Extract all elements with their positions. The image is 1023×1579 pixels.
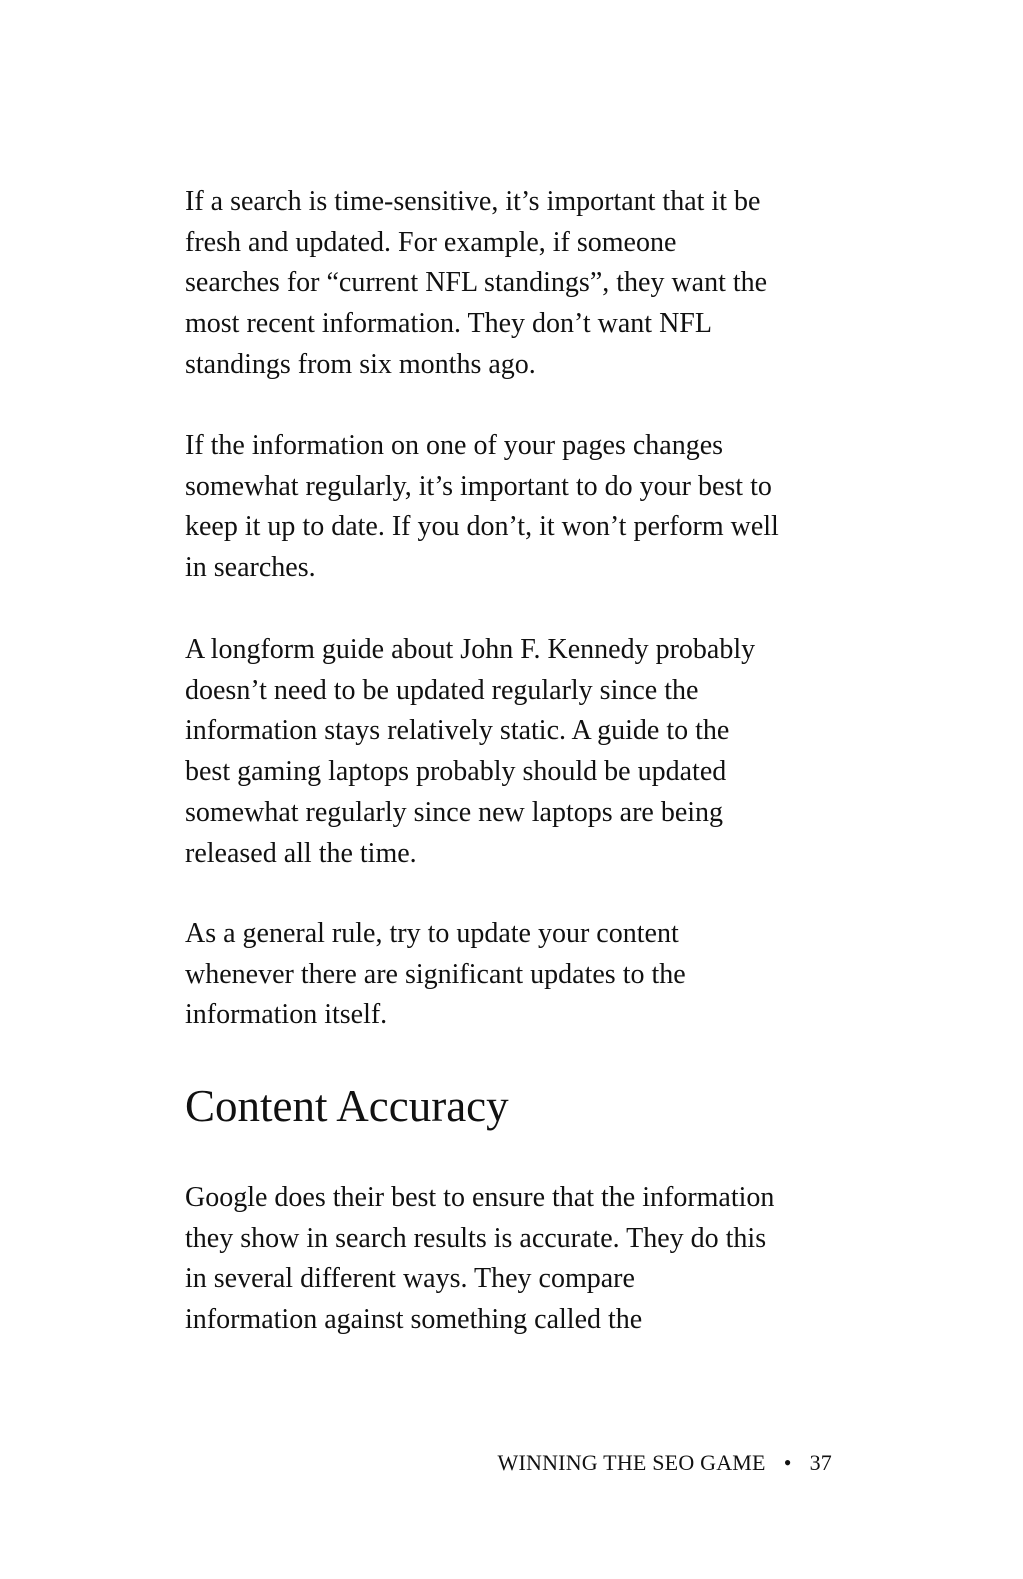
footer-separator: • (783, 1450, 792, 1475)
paragraph-line: As a general rule, try to update your content (185, 918, 679, 949)
paragraph-line: most recent information. They don’t want NFL (185, 308, 712, 340)
running-title: WINNING THE SEO GAME (497, 1450, 766, 1475)
page-footer (498, 1448, 832, 1478)
paragraph-line: standings from six months ago. (185, 348, 536, 380)
paragraph-line: information itself. (185, 999, 388, 1031)
paragraph-line: they show in search results is accurate. They do this (185, 1222, 767, 1254)
section-heading: Content Accuracy (185, 1081, 509, 1131)
paragraph-line: released all the time. (185, 837, 417, 869)
paragraph-line: in several different ways. They compare (185, 1263, 635, 1295)
paragraph-line: Google does their best to ensure that the information (185, 1182, 775, 1213)
paragraph-line: best gaming laptops probably should be updated (185, 756, 727, 788)
paragraph-line: If the information on one of your pages changes (185, 430, 724, 461)
paragraph-line: information stays relatively static. A guide to the (185, 715, 730, 747)
paragraph-line: in searches. (185, 552, 316, 584)
paragraph-changing-pages (185, 426, 845, 589)
paragraph-longform-guide (185, 630, 845, 874)
paragraph-line: whenever there are significant updates to the (185, 958, 686, 990)
paragraph-line: information against something called the (185, 1304, 643, 1336)
paragraph-line: searches for “current NFL standings”, they want the (185, 267, 768, 299)
page-number: 37 (809, 1450, 832, 1475)
paragraph-line: If a search is time-sensitive, it’s important that it be (185, 186, 761, 217)
paragraph-line: somewhat regularly since new laptops are being (185, 796, 724, 828)
paragraph-line: somewhat regularly, it’s important to do your best to (185, 470, 772, 502)
paragraph-content-accuracy (185, 1178, 845, 1341)
paragraph-general-rule (185, 914, 845, 1036)
paragraph-time-sensitive (185, 182, 845, 386)
paragraph-line: fresh and updated. For example, if someone (185, 226, 677, 258)
paragraph-line: doesn’t need to be updated regularly since the (185, 674, 699, 706)
paragraph-line: keep it up to date. If you don’t, it won’t perform well (185, 511, 779, 543)
paragraph-line: A longform guide about John F. Kennedy probably (185, 634, 756, 665)
